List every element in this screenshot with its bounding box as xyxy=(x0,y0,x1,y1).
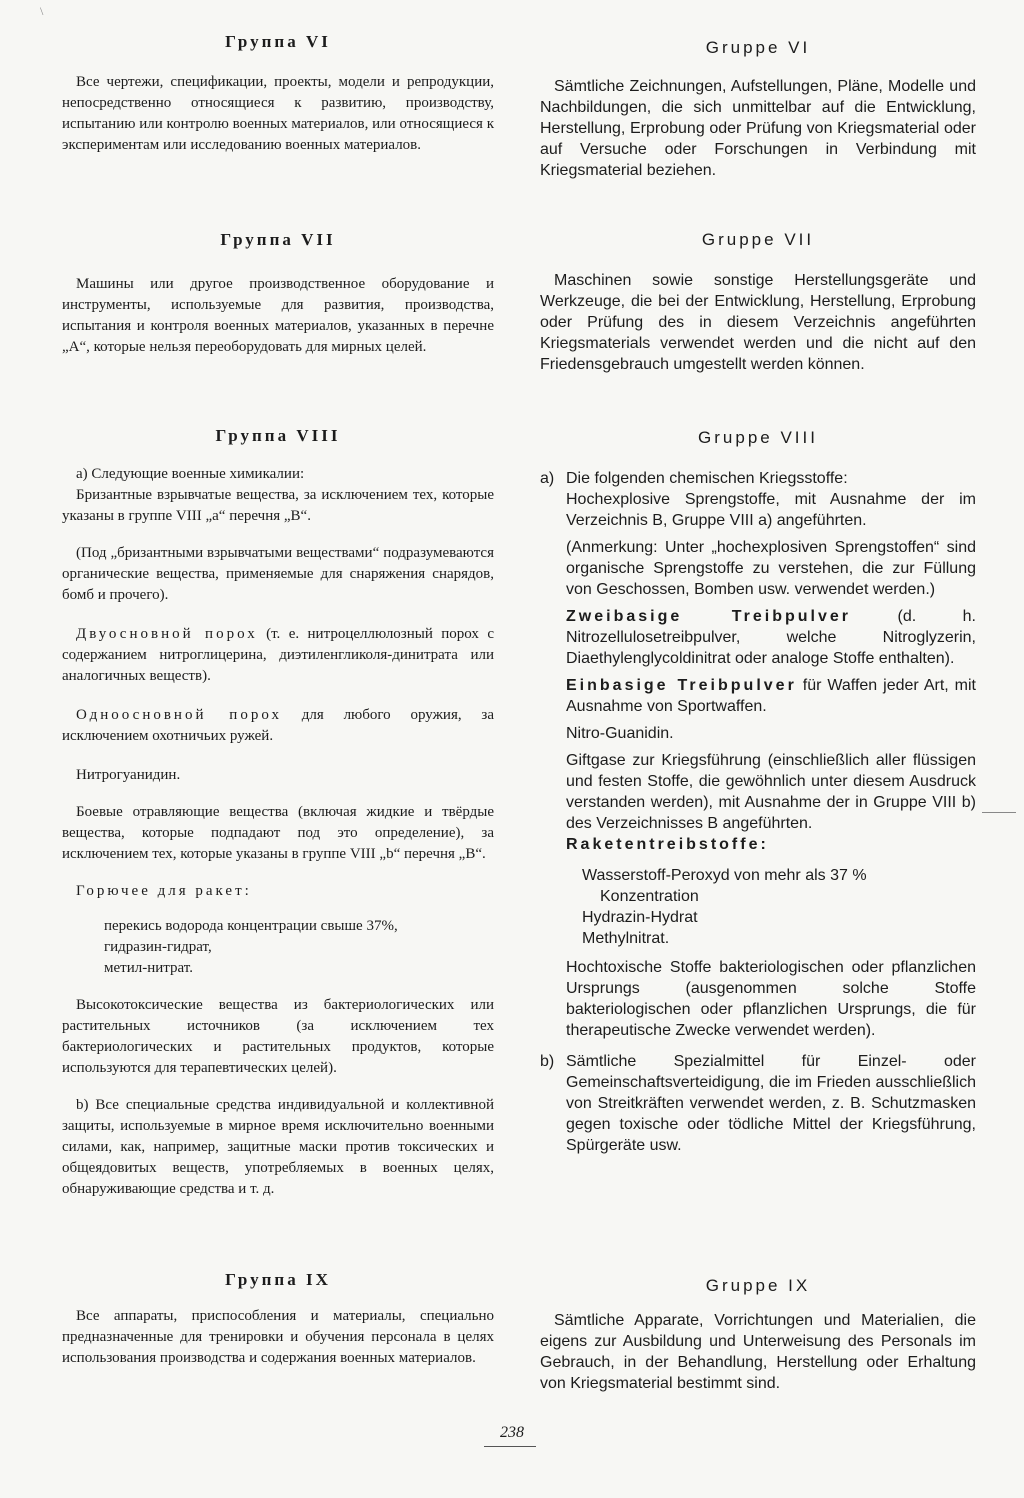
de-group8-a-line2: Hochexplosive Sprengstoffe, mit Ausnahme der im Verzeichnis B, Gruppe VIII a) angeführten. xyxy=(566,491,976,529)
ru-single-powder-text: для любого оружия, за исключением охотничьих ружей. xyxy=(62,707,494,744)
de-group8-a xyxy=(540,468,976,1041)
ru-group7-text: Машины или другое производственное оборудование и инструменты, используемые для развития, производства, испытания и контроля военных материалов, указанных в перечне „А“, которые нельзя переоборудовать для мирных целей. xyxy=(62,276,494,355)
ru-group8-a-line2: Бризантные взрывчатые вещества, за исключением тех, которые указаны в группе VIII „а“ перечня „В“. xyxy=(62,487,494,524)
ru-rocket-fuel-item: гидразин-гидрат, xyxy=(104,939,212,955)
ru-double-powder-text: (т. е. нитроцеллюлозный порох с содержанием нитроглицерина, диэтиленгликоля-динитрата или аналогичных веществ). xyxy=(62,626,495,684)
ru-group9-heading: Группа IX xyxy=(225,1270,331,1289)
de-nitroguanidine: Nitro-Guanidin. xyxy=(566,725,674,742)
ru-group7-heading: Группа VII xyxy=(220,230,336,249)
de-group8-a-line1: Die folgenden chemischen Kriegsstoffe: xyxy=(566,470,848,487)
page-number-rule xyxy=(484,1446,536,1447)
de-high-toxic: Hochtoxische Stoffe bakteriologischen oder pflanzlichen Ursprungs (ausgenommen solche Stoffe bakteriologischen oder pflanzlichen Ursprungs, die für therapeutische Zwecke verwendet werden). xyxy=(566,959,976,1039)
de-group8-heading: Gruppe VIII xyxy=(698,428,818,447)
de-rocket-fuel-item: Wasserstoff-Peroxyd von mehr als 37 % xyxy=(582,867,867,884)
de-group6-heading: Gruppe VI xyxy=(705,38,811,57)
de-rocket-fuel-item: Konzentration xyxy=(600,888,699,905)
ru-single-powder xyxy=(62,705,494,747)
de-rocket-fuel-item: Hydrazin-Hydrat xyxy=(582,909,698,926)
ru-rocket-fuel-list xyxy=(62,916,494,979)
ru-double-powder xyxy=(62,624,494,687)
ru-group9-text: Все аппараты, приспособления и материалы, специально предназначенные для тренировки и обучения персонала в целях использования производства и содержания военных материалов. xyxy=(62,1308,494,1366)
ru-single-powder-term: Одноосновной порох xyxy=(76,707,282,723)
de-rocket-fuel-list xyxy=(566,865,976,949)
ru-group8-body xyxy=(62,464,494,1200)
de-group8-note: (Anmerkung: Unter „hochexplosiven Sprengstoffen“ sind organische Sprengstoffe zu verstehen, die zur Füllung von Geschossen, Bomben usw. verwendet werden.) xyxy=(566,539,976,598)
ru-group6-heading: Группа VI xyxy=(225,32,331,51)
ru-double-powder-term: Двуосновной порох xyxy=(76,626,258,642)
de-rocket-fuel-item: Methylnitrat. xyxy=(582,930,670,947)
de-group6-text: Sämtliche Zeichnungen, Aufstellungen, Pläne, Modelle und Nachbildungen, die sich unmittelbar auf die Entwicklung, Herstellung, Erprobung oder Prüfung von Kriegsmaterial oder auf Versuche oder Forschungen in Verbindung mit Kriegsmaterial beziehen. xyxy=(540,78,976,179)
de-group8-b-label: b) xyxy=(540,1053,555,1070)
de-group7-heading: Gruppe VII xyxy=(701,230,815,249)
de-group8-a-label: a) xyxy=(540,470,555,487)
de-single-powder xyxy=(566,675,976,717)
ru-group8-note: (Под „бризантными взрывчатыми веществами“ подразумеваются органические вещества, применяемые для снаряжения снарядов, бомб и прочего). xyxy=(62,545,494,603)
scan-mark-line xyxy=(982,812,1016,813)
de-double-powder-term: Zweibasige Treibpulver xyxy=(566,608,851,625)
de-single-powder-term: Einbasige Treibpulver xyxy=(566,677,797,694)
de-single-powder-text: für Waffen jeder Art, mit Ausnahme von Sportwaffen. xyxy=(566,677,976,715)
ru-group6-text: Все чертежи, спецификации, проекты, модели и репродукции, непосредственно относящиеся к развитию, производству, испытанию или контролю военных материалов, или относящиеся к экспериментам или исследованию военных материалов. xyxy=(62,74,494,153)
de-double-powder xyxy=(566,606,976,669)
scan-mark: \ xyxy=(40,4,44,18)
ru-rocket-fuel-item: перекись водорода концентрации свыше 37%, xyxy=(104,918,398,934)
de-double-powder-text: (d. h. Nitrozellulosetreibpulver, welche Nitroglyzerin, Diaethylenglycoldinitrat oder analoge Stoffe enthalten). xyxy=(566,608,976,667)
ru-nitroguanidine: Нитрогуанидин. xyxy=(76,767,181,783)
ru-high-toxic: Высокотоксические вещества из бактериологических или растительных источников (за исключением тех бактериологических и растительных продуктов, которые используются для терапевтических целей). xyxy=(62,997,494,1076)
de-group8-b xyxy=(540,1051,976,1156)
de-toxic-agents: Giftgase zur Kriegsführung (einschließlich aller flüssigen und festen Stoffe, die gewöhnlich unter diesem Ausdruck verstanden werden), mit Ausnahme der in Gruppe VIII b) des Verzeichnisses B angeführten. xyxy=(566,752,976,832)
ru-group8-heading: Группа VIII xyxy=(215,426,341,445)
ru-toxic-agents: Боевые отравляющие вещества (включая жидкие и твёрдые вещества, которые подпадают под это определение), за исключением тех, которые указаны в группе VIII „b“ перечня „В“. xyxy=(62,804,494,862)
de-rocket-fuel-heading: Raketentreibstoffe: xyxy=(566,836,769,853)
ru-group8-b: b) Все специальные средства индивидуальной и коллективной защиты, используемые в мирное время исключительно военными силами, как, например, защитные маски против токсических и общеядовитых веществ, употребляемых в военных целях, обнаруживающие средства и т. д. xyxy=(62,1097,494,1197)
de-group8-b-text: Sämtliche Spezialmittel für Einzel- oder Gemeinschaftsverteidigung, die im Frieden ausschließlich von Streitkräften verwendet werden, z. B. Schutzmasken gegen toxische oder tödliche Mittel der Kriegsführung, Spürgeräte usw. xyxy=(566,1053,976,1154)
ru-group8-a-line1: а) Следующие военные химикалии: xyxy=(76,466,305,482)
ru-rocket-fuel-item: метил-нитрат. xyxy=(104,960,193,976)
de-group8-body xyxy=(540,468,976,1156)
ru-rocket-fuel-heading: Горючее для ракет: xyxy=(76,883,252,899)
de-group9-text: Sämtliche Apparate, Vorrichtungen und Materialien, die eigens zur Ausbildung und Unterweisung des Personals im Gebrauch, in der Behandlung, Herstellung oder Erhaltung von Kriegsmaterial bestimmt sind. xyxy=(540,1312,976,1392)
de-group9-heading: Gruppe IX xyxy=(705,1276,811,1295)
de-group7-text: Maschinen sowie sonstige Herstellungsgeräte und Werkzeuge, die bei der Entwicklung, Herstellung, Erprobung oder Prüfung des in diesem Verzeichnis angeführten Kriegsmaterials verwendet werden und die nicht auf den Friedensgebrauch umgestellt werden können. xyxy=(540,272,976,373)
page-number: 238 xyxy=(500,1424,524,1441)
